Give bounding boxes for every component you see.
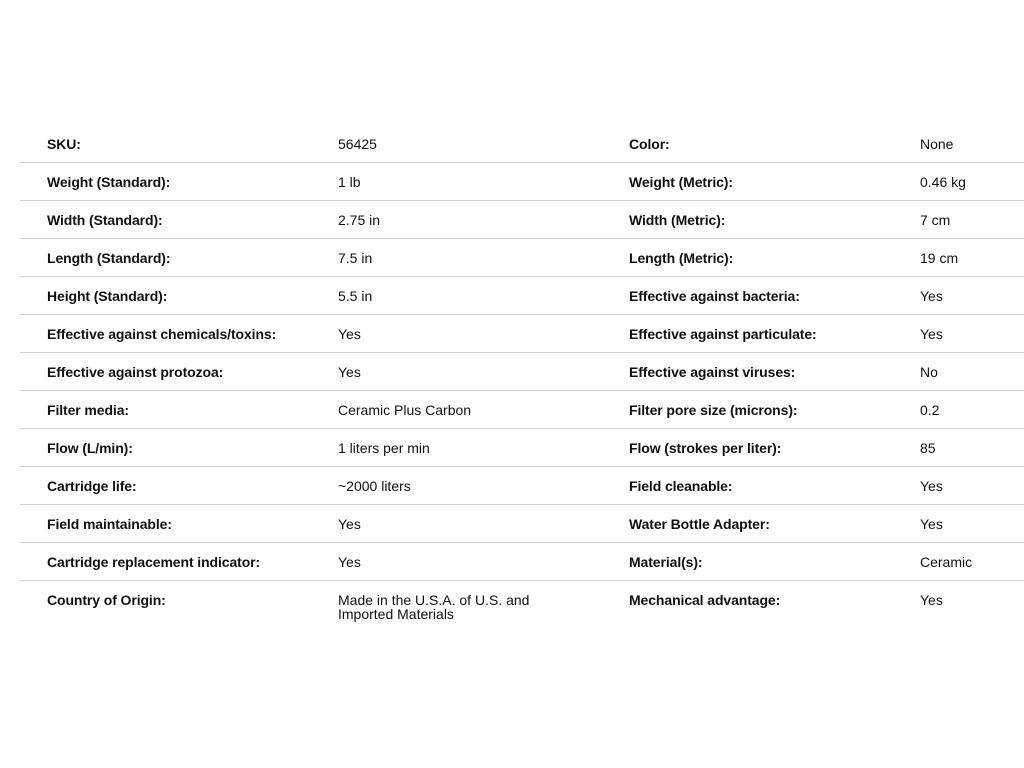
specifications-table: [20, 125, 1024, 621]
spec-label: Width (Metric):: [629, 212, 726, 228]
spec-label: Water Bottle Adapter:: [629, 516, 770, 532]
spec-row-replacement-indicator: [20, 543, 1024, 581]
spec-value: 1 liters per min: [338, 440, 430, 456]
spec-label: Flow (L/min):: [47, 440, 133, 456]
spec-value: Yes: [920, 516, 943, 532]
spec-label: Country of Origin:: [47, 592, 166, 608]
spec-label: Effective against viruses:: [629, 364, 796, 380]
spec-row-sku: [20, 125, 1024, 163]
spec-row-width: [20, 201, 1024, 239]
spec-value: 7.5 in: [338, 250, 373, 266]
spec-row-filter-media: [20, 391, 1024, 429]
spec-label: Field maintainable:: [47, 516, 172, 532]
spec-row-length: [20, 239, 1024, 277]
spec-row-country-of-origin: [20, 581, 1024, 621]
spec-label: Cartridge life:: [47, 478, 137, 494]
spec-label: Effective against particulate:: [629, 326, 817, 342]
spec-label: Effective against protozoa:: [47, 364, 224, 380]
spec-value: None: [920, 136, 954, 152]
spec-value: ~2000 liters: [338, 478, 411, 494]
spec-value: Made in the U.S.A. of U.S. and Imported Materials: [338, 592, 530, 622]
spec-value: 5.5 in: [338, 288, 373, 304]
spec-label: Mechanical advantage:: [629, 592, 781, 608]
spec-value: 0.2: [920, 402, 940, 418]
spec-label: Length (Standard):: [47, 250, 171, 266]
spec-label: Flow (strokes per liter):: [629, 440, 782, 456]
spec-label: Filter media:: [47, 402, 129, 418]
spec-value: 19 cm: [920, 250, 959, 266]
spec-value: Yes: [338, 554, 361, 570]
spec-label: Effective against chemicals/toxins:: [47, 326, 277, 342]
spec-label: Effective against bacteria:: [629, 288, 800, 304]
spec-value: 1 lb: [338, 174, 361, 190]
spec-label: Filter pore size (microns):: [629, 402, 798, 418]
spec-value: 85: [920, 440, 936, 456]
spec-label: Field cleanable:: [629, 478, 733, 494]
spec-label: Weight (Standard):: [47, 174, 171, 190]
spec-row-chemicals: [20, 315, 1024, 353]
spec-label: SKU:: [47, 136, 81, 152]
spec-value: 0.46 kg: [920, 174, 966, 190]
spec-label: Material(s):: [629, 554, 703, 570]
spec-label: Color:: [629, 136, 670, 152]
spec-row-protozoa: [20, 353, 1024, 391]
spec-value: Yes: [338, 326, 361, 342]
spec-label: Width (Standard):: [47, 212, 163, 228]
spec-value: No: [920, 364, 938, 380]
spec-value: Yes: [920, 592, 943, 608]
spec-label: Weight (Metric):: [629, 174, 733, 190]
spec-value: 7 cm: [920, 212, 951, 228]
spec-value: 2.75 in: [338, 212, 381, 228]
spec-label: Length (Metric):: [629, 250, 734, 266]
spec-value: Yes: [338, 516, 361, 532]
spec-row-field-maintainable: [20, 505, 1024, 543]
spec-value: 56425: [338, 136, 377, 152]
spec-value: Yes: [338, 364, 361, 380]
spec-label: Height (Standard):: [47, 288, 168, 304]
spec-row-height: [20, 277, 1024, 315]
spec-value: Ceramic: [920, 554, 973, 570]
spec-value: Yes: [920, 288, 943, 304]
spec-row-cartridge-life: [20, 467, 1024, 505]
spec-row-weight: [20, 163, 1024, 201]
spec-value: Yes: [920, 478, 943, 494]
spec-row-flow: [20, 429, 1024, 467]
spec-label: Cartridge replacement indicator:: [47, 554, 261, 570]
spec-value: Ceramic Plus Carbon: [338, 402, 472, 418]
spec-value: Yes: [920, 326, 943, 342]
